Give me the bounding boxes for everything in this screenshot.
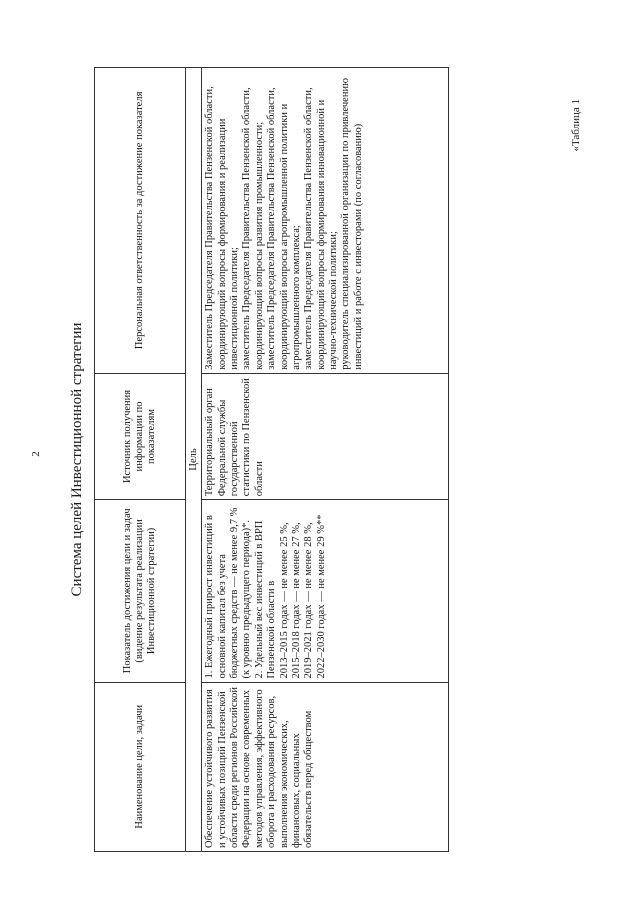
section-row: [186, 68, 202, 852]
table-row: [202, 68, 449, 852]
source-cell: Территориальный орган Федеральной службы государственной статистики по Пензенской области: [202, 373, 449, 500]
table-caption: [570, 0, 588, 152]
indicator-line: 2. Удельный вес инвестиций в ВРП Пензенской области в: [253, 520, 278, 679]
goals-table: [94, 67, 449, 852]
responsibility-line: заместитель Председателя Правительства Пензенской области, координирующий вопросы агропромышленной политики и агропромышленного комплекса;: [266, 87, 302, 370]
indicator-line: 1. Ежегодный прирост инвестиций в основной капитал без учета бюджетных средств — не менее 9,7 % (к уровню предыдущего периода)*.: [204, 507, 253, 679]
header-indicator: Показатель достижения цели и задач (видение результата реализации Инвестиционной стратегии): [95, 500, 186, 682]
goal-name-cell: Обеспечение устойчивого развития и устойчивых позиций Пензенской области среди регионов Российской Федерации на основе современных методов управления, эффективного оборота и расходования ресурсов, выполнения экономических, финансовых, социальных обязательств перед обществом: [202, 682, 449, 851]
rotated-page-content: [64, 67, 449, 852]
responsibility-line: руководитель специализированной организации по привлечению инвестиций и работе с инвесторами (по согласованию): [340, 78, 364, 370]
page-number: 2: [30, 451, 42, 457]
section-label: Цель: [186, 68, 202, 852]
indicator-line: 2013–2015 годах — не менее 25 %,: [278, 522, 290, 679]
header-source: Источник получения информации по показателям: [95, 373, 186, 500]
indicator-cell: [202, 500, 449, 682]
header-name: Наименование цели, задачи: [95, 682, 186, 851]
indicator-line: 2022–2030 годах — не менее 29 %**: [315, 514, 327, 679]
responsibility-line: Заместитель Председателя Правительства Пензенской области, координирующий вопросы формирования и реализации инвестиционной политики;: [204, 86, 241, 370]
table-header-row: [95, 68, 186, 852]
responsibility-line: заместитель Председателя Правительства Пензенской области, координирующий вопросы формирования инновационной и научно-технической политики;: [303, 87, 340, 370]
document-title: Система целей Инвестиционной стратегии: [69, 322, 85, 597]
table-caption-text: «Таблица 1: [570, 99, 582, 152]
indicator-line: 2019–2021 годах — не менее 28 %,: [303, 522, 315, 679]
header-responsibility: Персональная ответственность за достижение показателя: [95, 68, 186, 374]
indicator-line: 2015–2018 годах — не менее 27 %,: [290, 522, 302, 679]
responsibility-cell: [202, 68, 449, 374]
responsibility-line: заместитель Председателя Правительства Пензенской области, координирующий вопросы развития промышленности;: [241, 87, 265, 370]
